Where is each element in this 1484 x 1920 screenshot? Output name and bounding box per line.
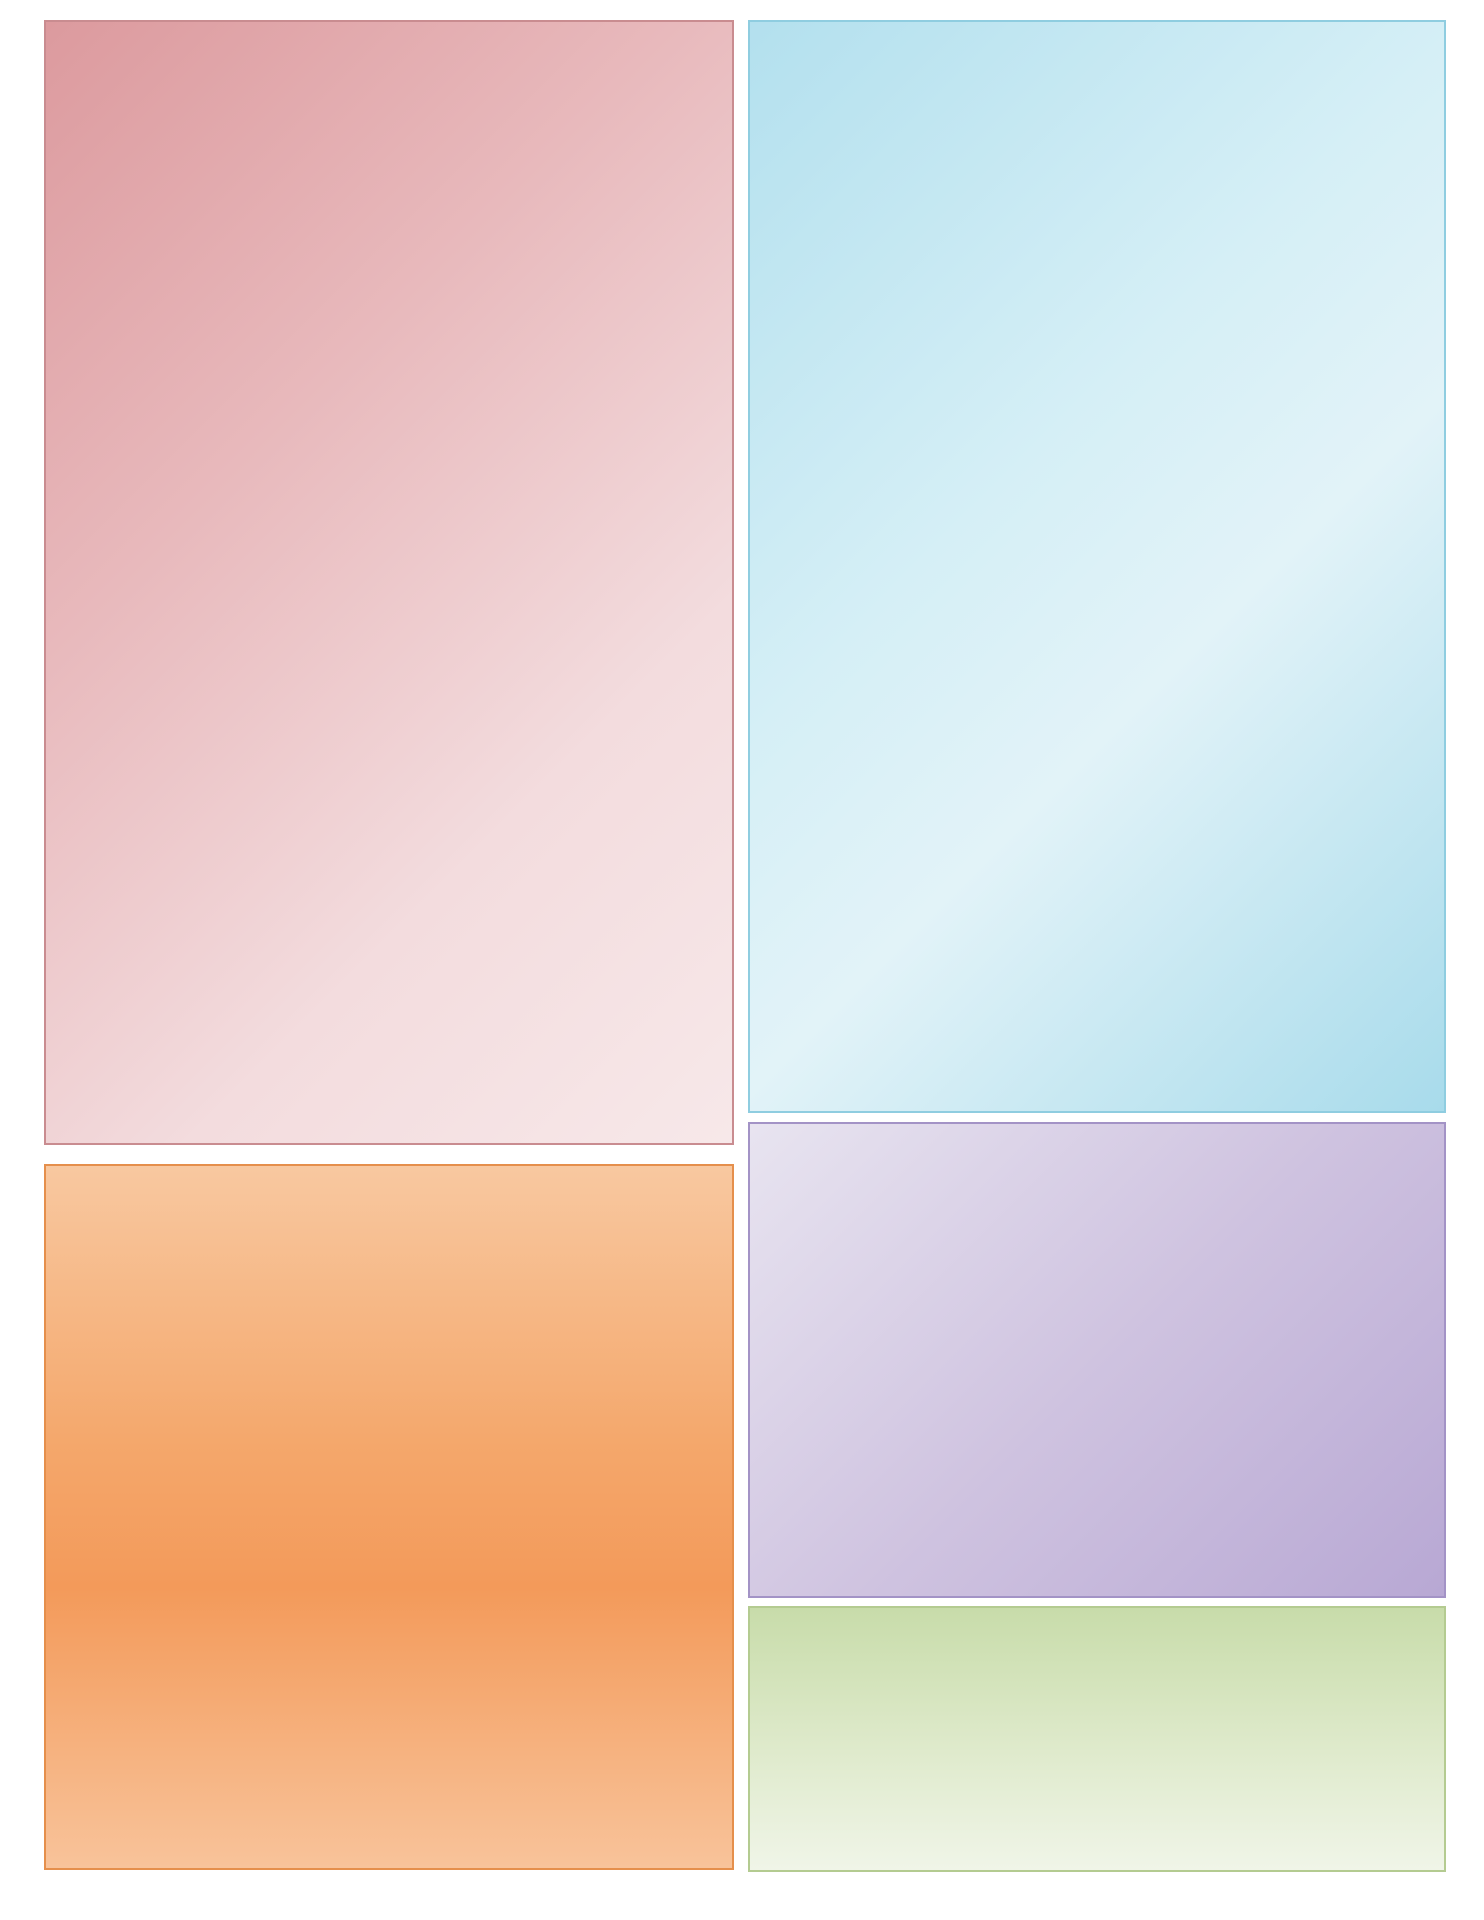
beverages-section [748,1122,1446,1598]
pizza-section [44,20,734,1145]
pasta-body [44,1184,732,1252]
panini-section [748,20,1446,1113]
kids-line2 [44,1218,732,1252]
desserts-header [750,1622,1444,1662]
kids-row [44,1184,732,1218]
pasta-section [44,1164,734,1870]
desserts-section [748,1606,1446,1872]
